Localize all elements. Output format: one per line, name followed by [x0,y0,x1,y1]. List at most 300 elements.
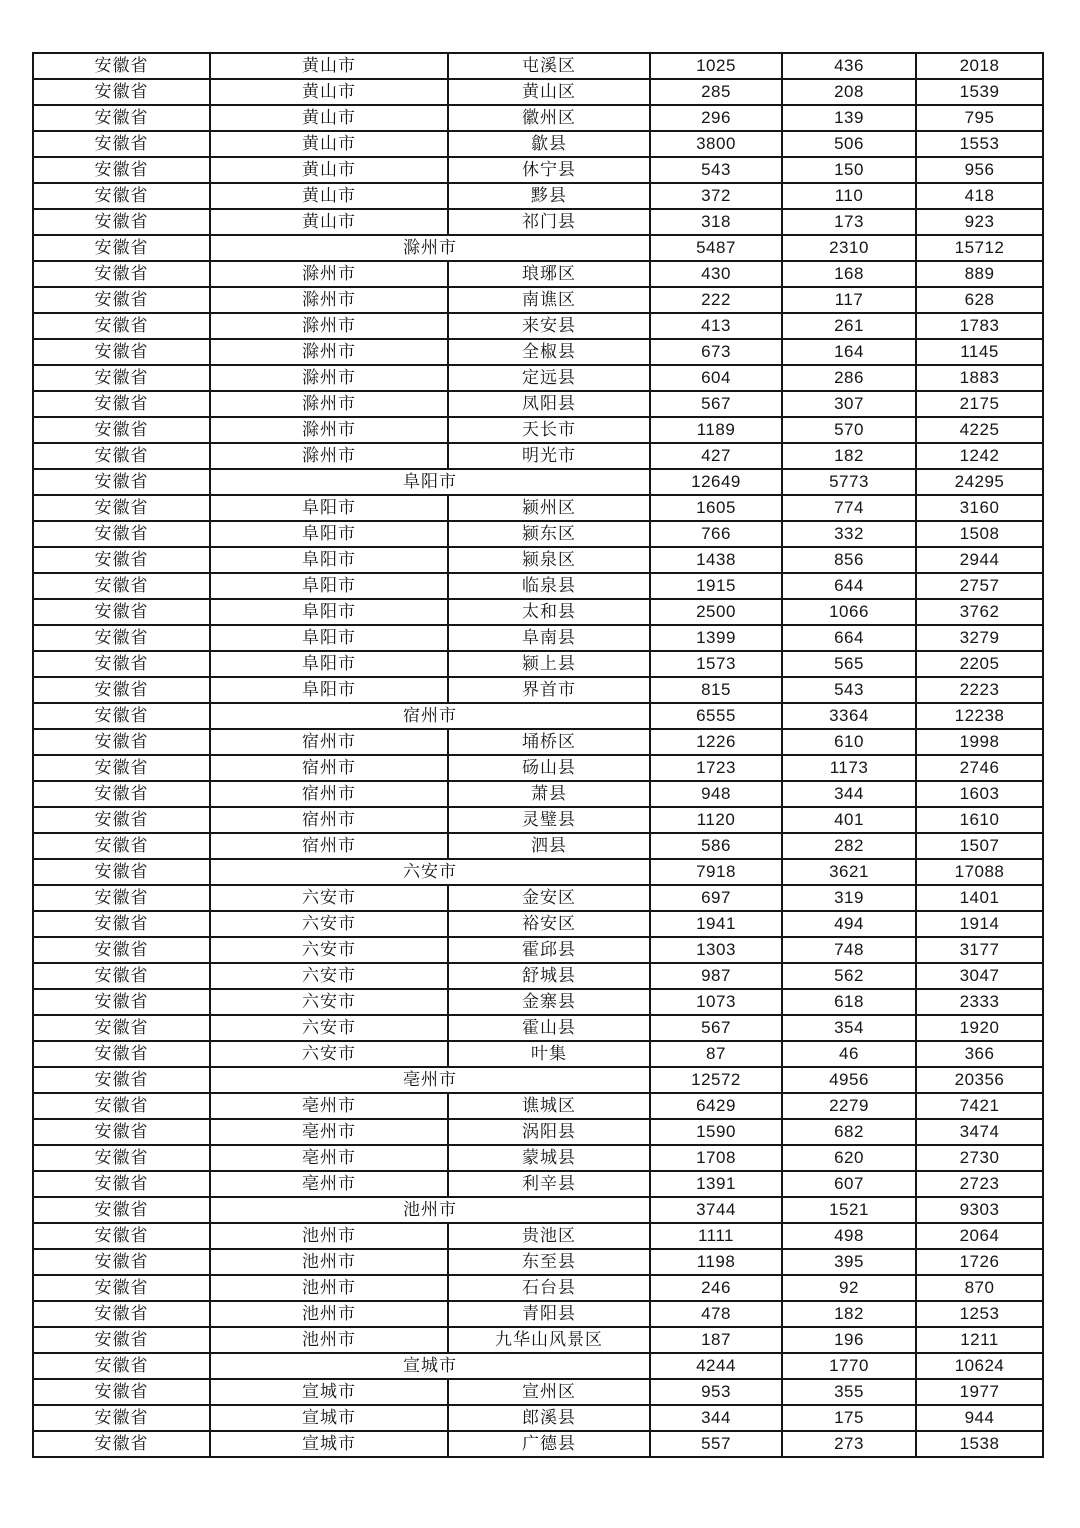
value-col1-cell: 1438 [650,547,782,573]
district-cell: 界首市 [448,677,650,703]
city-cell: 滁州市 [210,339,448,365]
value-col3-cell: 12238 [916,703,1043,729]
city-cell: 阜阳市 [210,651,448,677]
value-col2-cell: 117 [782,287,916,313]
province-cell: 安徽省 [33,885,210,911]
value-col3-cell: 944 [916,1405,1043,1431]
value-col1-cell: 557 [650,1431,782,1457]
city-cell: 阜阳市 [210,599,448,625]
value-col1-cell: 285 [650,79,782,105]
value-col3-cell: 1253 [916,1301,1043,1327]
province-cell: 安徽省 [33,989,210,1015]
province-cell: 安徽省 [33,573,210,599]
value-col2-cell: 46 [782,1041,916,1067]
city-cell: 六安市 [210,911,448,937]
province-cell: 安徽省 [33,1275,210,1301]
value-col3-cell: 628 [916,287,1043,313]
district-cell: 灵璧县 [448,807,650,833]
province-cell: 安徽省 [33,911,210,937]
value-col1-cell: 1198 [650,1249,782,1275]
value-col1-cell: 567 [650,1015,782,1041]
value-col1-cell: 1399 [650,625,782,651]
province-cell: 安徽省 [33,547,210,573]
province-cell: 安徽省 [33,417,210,443]
province-cell: 安徽省 [33,1093,210,1119]
district-row [33,1223,1043,1249]
value-col3-cell: 1539 [916,79,1043,105]
district-row [33,573,1043,599]
city-cell: 黄山市 [210,157,448,183]
city-cell: 池州市 [210,1275,448,1301]
city-cell: 黄山市 [210,79,448,105]
value-col1-cell: 1590 [650,1119,782,1145]
district-row [33,911,1043,937]
district-row [33,963,1043,989]
district-row [33,209,1043,235]
city-cell: 滁州市 [210,417,448,443]
district-row [33,651,1043,677]
value-col1-cell: 87 [650,1041,782,1067]
district-cell: 临泉县 [448,573,650,599]
district-cell: 凤阳县 [448,391,650,417]
province-cell: 安徽省 [33,1301,210,1327]
value-col3-cell: 2723 [916,1171,1043,1197]
value-col3-cell: 17088 [916,859,1043,885]
value-col1-cell: 12572 [650,1067,782,1093]
value-col2-cell: 1173 [782,755,916,781]
value-col2-cell: 175 [782,1405,916,1431]
province-cell: 安徽省 [33,1067,210,1093]
value-col3-cell: 1726 [916,1249,1043,1275]
value-col3-cell: 1401 [916,885,1043,911]
district-cell: 颍泉区 [448,547,650,573]
value-col1-cell: 673 [650,339,782,365]
value-col2-cell: 139 [782,105,916,131]
value-col2-cell: 494 [782,911,916,937]
district-cell: 来安县 [448,313,650,339]
city-summary-row [33,1067,1043,1093]
value-col3-cell: 923 [916,209,1043,235]
value-col3-cell: 795 [916,105,1043,131]
district-row [33,989,1043,1015]
district-row [33,495,1043,521]
city-summary-cell: 阜阳市 [210,469,650,495]
city-summary-cell: 宣城市 [210,1353,650,1379]
value-col3-cell: 20356 [916,1067,1043,1093]
district-row [33,183,1043,209]
city-cell: 黄山市 [210,105,448,131]
value-col3-cell: 2757 [916,573,1043,599]
city-summary-cell: 六安市 [210,859,650,885]
district-row [33,599,1043,625]
city-cell: 六安市 [210,963,448,989]
value-col3-cell: 1914 [916,911,1043,937]
district-cell: 徽州区 [448,105,650,131]
district-row [33,313,1043,339]
value-col1-cell: 1073 [650,989,782,1015]
value-col1-cell: 1941 [650,911,782,937]
value-col2-cell: 261 [782,313,916,339]
value-col1-cell: 318 [650,209,782,235]
value-col3-cell: 2223 [916,677,1043,703]
value-col1-cell: 12649 [650,469,782,495]
province-cell: 安徽省 [33,833,210,859]
province-cell: 安徽省 [33,53,210,79]
value-col2-cell: 168 [782,261,916,287]
district-row [33,79,1043,105]
value-col3-cell: 3047 [916,963,1043,989]
value-col1-cell: 478 [650,1301,782,1327]
value-col1-cell: 948 [650,781,782,807]
value-col1-cell: 187 [650,1327,782,1353]
value-col1-cell: 1573 [650,651,782,677]
city-cell: 六安市 [210,1041,448,1067]
city-summary-row [33,703,1043,729]
value-col1-cell: 427 [650,443,782,469]
district-cell: 宣州区 [448,1379,650,1405]
value-col3-cell: 1998 [916,729,1043,755]
value-col2-cell: 498 [782,1223,916,1249]
value-col2-cell: 436 [782,53,916,79]
province-cell: 安徽省 [33,1119,210,1145]
value-col3-cell: 956 [916,157,1043,183]
district-row [33,729,1043,755]
district-row [33,807,1043,833]
province-cell: 安徽省 [33,209,210,235]
city-cell: 宣城市 [210,1405,448,1431]
district-row [33,625,1043,651]
value-col3-cell: 1508 [916,521,1043,547]
city-cell: 黄山市 [210,183,448,209]
city-cell: 宣城市 [210,1431,448,1457]
value-col3-cell: 4225 [916,417,1043,443]
city-summary-row [33,859,1043,885]
city-cell: 阜阳市 [210,625,448,651]
value-col1-cell: 2500 [650,599,782,625]
value-col3-cell: 7421 [916,1093,1043,1119]
value-col3-cell: 1507 [916,833,1043,859]
value-col2-cell: 92 [782,1275,916,1301]
value-col1-cell: 1120 [650,807,782,833]
district-row [33,339,1043,365]
value-col1-cell: 3800 [650,131,782,157]
district-row [33,937,1043,963]
province-cell: 安徽省 [33,1041,210,1067]
district-cell: 埇桥区 [448,729,650,755]
city-cell: 阜阳市 [210,521,448,547]
value-col3-cell: 1603 [916,781,1043,807]
district-cell: 休宁县 [448,157,650,183]
value-col1-cell: 372 [650,183,782,209]
city-cell: 宿州市 [210,781,448,807]
value-col3-cell: 1977 [916,1379,1043,1405]
value-col2-cell: 282 [782,833,916,859]
value-col2-cell: 332 [782,521,916,547]
value-col2-cell: 307 [782,391,916,417]
value-col3-cell: 1553 [916,131,1043,157]
value-col1-cell: 1025 [650,53,782,79]
value-col2-cell: 401 [782,807,916,833]
value-col3-cell: 1920 [916,1015,1043,1041]
district-cell: 东至县 [448,1249,650,1275]
province-cell: 安徽省 [33,183,210,209]
table-body [33,53,1043,1457]
district-cell: 颍上县 [448,651,650,677]
district-row [33,1041,1043,1067]
city-cell: 阜阳市 [210,677,448,703]
value-col3-cell: 3474 [916,1119,1043,1145]
district-cell: 琅琊区 [448,261,650,287]
value-col3-cell: 1145 [916,339,1043,365]
value-col2-cell: 748 [782,937,916,963]
value-col3-cell: 2730 [916,1145,1043,1171]
city-cell: 宣城市 [210,1379,448,1405]
district-row [33,1171,1043,1197]
value-col1-cell: 1915 [650,573,782,599]
district-cell: 萧县 [448,781,650,807]
district-cell: 太和县 [448,599,650,625]
value-col2-cell: 610 [782,729,916,755]
district-row [33,157,1043,183]
province-cell: 安徽省 [33,105,210,131]
city-cell: 阜阳市 [210,547,448,573]
value-col2-cell: 196 [782,1327,916,1353]
city-cell: 宿州市 [210,729,448,755]
province-cell: 安徽省 [33,1015,210,1041]
district-row [33,261,1043,287]
value-col2-cell: 5773 [782,469,916,495]
district-cell: 叶集 [448,1041,650,1067]
city-summary-row [33,469,1043,495]
province-cell: 安徽省 [33,781,210,807]
value-col3-cell: 2205 [916,651,1043,677]
province-cell: 安徽省 [33,677,210,703]
province-cell: 安徽省 [33,339,210,365]
district-cell: 涡阳县 [448,1119,650,1145]
value-col2-cell: 164 [782,339,916,365]
value-col2-cell: 344 [782,781,916,807]
district-row [33,365,1043,391]
district-cell: 霍山县 [448,1015,650,1041]
value-col1-cell: 766 [650,521,782,547]
value-col3-cell: 1783 [916,313,1043,339]
district-cell: 颍东区 [448,521,650,547]
district-row [33,417,1043,443]
value-col2-cell: 682 [782,1119,916,1145]
province-cell: 安徽省 [33,495,210,521]
value-col3-cell: 418 [916,183,1043,209]
district-row [33,677,1043,703]
value-col3-cell: 3160 [916,495,1043,521]
district-row [33,1275,1043,1301]
value-col1-cell: 7918 [650,859,782,885]
value-col2-cell: 644 [782,573,916,599]
value-col1-cell: 1708 [650,1145,782,1171]
value-col1-cell: 4244 [650,1353,782,1379]
district-cell: 黟县 [448,183,650,209]
city-cell: 滁州市 [210,313,448,339]
value-col3-cell: 10624 [916,1353,1043,1379]
value-col2-cell: 1770 [782,1353,916,1379]
province-cell: 安徽省 [33,261,210,287]
value-col2-cell: 1066 [782,599,916,625]
value-col1-cell: 246 [650,1275,782,1301]
province-cell: 安徽省 [33,963,210,989]
value-col2-cell: 1521 [782,1197,916,1223]
city-cell: 宿州市 [210,755,448,781]
district-cell: 歙县 [448,131,650,157]
table-container [32,52,1044,1458]
city-cell: 滁州市 [210,443,448,469]
district-row [33,833,1043,859]
district-cell: 九华山风景区 [448,1327,650,1353]
value-col1-cell: 586 [650,833,782,859]
city-cell: 池州市 [210,1327,448,1353]
value-col3-cell: 2018 [916,53,1043,79]
value-col1-cell: 5487 [650,235,782,261]
value-col2-cell: 774 [782,495,916,521]
district-cell: 贵池区 [448,1223,650,1249]
value-col2-cell: 208 [782,79,916,105]
province-cell: 安徽省 [33,937,210,963]
value-col1-cell: 344 [650,1405,782,1431]
city-summary-cell: 池州市 [210,1197,650,1223]
value-col3-cell: 3177 [916,937,1043,963]
province-cell: 安徽省 [33,131,210,157]
province-cell: 安徽省 [33,1197,210,1223]
value-col2-cell: 150 [782,157,916,183]
value-col1-cell: 567 [650,391,782,417]
province-cell: 安徽省 [33,1145,210,1171]
district-row [33,1249,1043,1275]
value-col2-cell: 182 [782,443,916,469]
province-cell: 安徽省 [33,521,210,547]
city-cell: 阜阳市 [210,495,448,521]
district-row [33,391,1043,417]
district-cell: 颍州区 [448,495,650,521]
district-row [33,287,1043,313]
city-cell: 滁州市 [210,261,448,287]
value-col1-cell: 815 [650,677,782,703]
value-col2-cell: 607 [782,1171,916,1197]
district-row [33,1093,1043,1119]
value-col1-cell: 1723 [650,755,782,781]
city-cell: 六安市 [210,1015,448,1041]
value-col2-cell: 286 [782,365,916,391]
province-cell: 安徽省 [33,1353,210,1379]
city-cell: 池州市 [210,1249,448,1275]
value-col2-cell: 2310 [782,235,916,261]
value-col1-cell: 697 [650,885,782,911]
city-summary-cell: 滁州市 [210,235,650,261]
value-col1-cell: 1303 [650,937,782,963]
province-cell: 安徽省 [33,1379,210,1405]
district-row [33,1327,1043,1353]
province-cell: 安徽省 [33,1431,210,1457]
district-row [33,1431,1043,1457]
province-cell: 安徽省 [33,1223,210,1249]
city-cell: 池州市 [210,1223,448,1249]
city-cell: 亳州市 [210,1145,448,1171]
city-cell: 宿州市 [210,833,448,859]
province-cell: 安徽省 [33,391,210,417]
city-summary-row [33,1197,1043,1223]
value-col3-cell: 15712 [916,235,1043,261]
value-col3-cell: 1242 [916,443,1043,469]
city-cell: 宿州市 [210,807,448,833]
value-col3-cell: 1211 [916,1327,1043,1353]
city-cell: 六安市 [210,989,448,1015]
value-col3-cell: 1883 [916,365,1043,391]
district-cell: 青阳县 [448,1301,650,1327]
value-col2-cell: 562 [782,963,916,989]
district-row [33,105,1043,131]
value-col3-cell: 870 [916,1275,1043,1301]
district-cell: 金安区 [448,885,650,911]
value-col1-cell: 543 [650,157,782,183]
district-cell: 全椒县 [448,339,650,365]
province-cell: 安徽省 [33,1249,210,1275]
district-row [33,885,1043,911]
value-col1-cell: 1189 [650,417,782,443]
city-cell: 亳州市 [210,1171,448,1197]
province-cell: 安徽省 [33,79,210,105]
province-cell: 安徽省 [33,651,210,677]
value-col3-cell: 2064 [916,1223,1043,1249]
district-row [33,781,1043,807]
district-row [33,131,1043,157]
value-col2-cell: 273 [782,1431,916,1457]
province-cell: 安徽省 [33,313,210,339]
value-col2-cell: 856 [782,547,916,573]
province-cell: 安徽省 [33,625,210,651]
value-col1-cell: 1226 [650,729,782,755]
district-cell: 舒城县 [448,963,650,989]
city-cell: 阜阳市 [210,573,448,599]
value-col2-cell: 620 [782,1145,916,1171]
district-cell: 裕安区 [448,911,650,937]
value-col2-cell: 3364 [782,703,916,729]
value-col2-cell: 3621 [782,859,916,885]
district-cell: 屯溪区 [448,53,650,79]
value-col2-cell: 618 [782,989,916,1015]
region-data-table [32,52,1044,1458]
district-row [33,53,1043,79]
value-col1-cell: 953 [650,1379,782,1405]
value-col1-cell: 6429 [650,1093,782,1119]
district-cell: 蒙城县 [448,1145,650,1171]
district-row [33,521,1043,547]
district-cell: 泗县 [448,833,650,859]
city-cell: 亳州市 [210,1119,448,1145]
value-col3-cell: 2746 [916,755,1043,781]
district-cell: 天长市 [448,417,650,443]
province-cell: 安徽省 [33,1327,210,1353]
value-col3-cell: 2333 [916,989,1043,1015]
province-cell: 安徽省 [33,599,210,625]
district-cell: 石台县 [448,1275,650,1301]
province-cell: 安徽省 [33,807,210,833]
district-row [33,443,1043,469]
district-cell: 定远县 [448,365,650,391]
district-cell: 郎溪县 [448,1405,650,1431]
city-cell: 滁州市 [210,287,448,313]
province-cell: 安徽省 [33,1171,210,1197]
city-summary-cell: 宿州市 [210,703,650,729]
city-cell: 黄山市 [210,53,448,79]
value-col3-cell: 24295 [916,469,1043,495]
district-row [33,1301,1043,1327]
